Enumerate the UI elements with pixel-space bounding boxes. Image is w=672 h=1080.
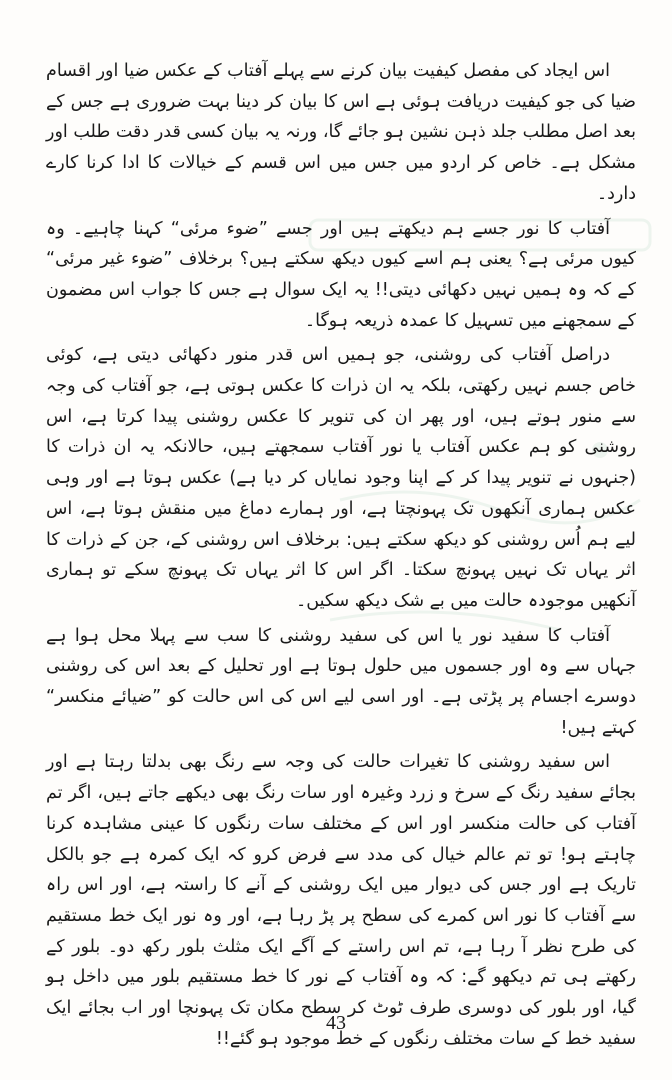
paragraph-2: آفتاب کا نور جسے ہم دیکھتے ہیں اور جسے ”ضوء مرئی“ کہنا چاہیے۔ وہ کیوں مرئی ہے؟ یعنی ہم اسے کیوں دیکھ سکتے ہیں؟ برخلاف ”ضوء غیر مرئی“ کے کہ وہ ہمیں نہیں دکھائی دیتی!! یہ ایک سوال ہے جس کا جواب اس مضمون کے سمجھنے میں تسہیل کا عمدہ ذریعہ ہوگا۔ — [46, 218, 636, 331]
body-text — [46, 56, 636, 1059]
page-number: 43 — [326, 1012, 346, 1034]
paragraph-3: دراصل آفتاب کی روشنی، جو ہمیں اس قدر منور دکھائی دیتی ہے، کوئی خاص جسم نہیں رکھتی، بلکہ یہ ان ذرات کا عکس ہوتی ہے، جو آفتاب کی وجہ سے منور ہوتے ہیں، اور پھر ان کی تنویر کا عکس روشنی پیدا کرتا ہے، اس روشنی کو ہم عکس آفتاب یا نور آفتاب سمجھتے ہیں، حالانکہ یہ ان ذرات کا (جنہوں نے تنویر پیدا کر کے اپنا وجود نمایاں کر دیا ہے) عکس ہوتا ہے اور وہی عکس ہماری آنکھوں تک پہونچتا ہے، اور ہمارے دماغ میں منقش ہوتا ہے، اس لیے ہم اُس روشنی کو دیکھ سکتے ہیں: برخلاف اس روشنی کے، جن کے ذرات کا اثر یہاں تک نہیں پہونچ سکتا۔ اگر اس کا اثر یہاں تک پہونچ سکے تو ہماری آنکھیں موجودہ حالت میں بے شک دیکھ سکیں۔ — [46, 345, 636, 611]
paragraph-1: اس ایجاد کی مفصل کیفیت بیان کرنے سے پہلے آفتاب کے عکس ضیا اور اقسام ضیا کی جو کیفیت دریافت ہوئی ہے اس کا بیان کر دینا بہت ضروری ہے جس کے بعد اصل مطلب جلد ذہن نشین ہو جائے گا، ورنہ یہ بیان کسی قدر دقت طلب اور مشکل ہے۔ خاص کر اردو میں جس میں اس قسم کے خیالات کا ادا کرنا کارے دارد۔ — [46, 61, 636, 204]
paragraph-5: اس سفید روشنی کا تغیرات حالت کی وجہ سے رنگ بھی بدلتا رہتا ہے اور بجائے سفید رنگ کے سرخ و زرد وغیرہ اور سات رنگ بھی دیکھے جاتے ہیں، اگر تم آفتاب کی حالت منکسر اور اس کے مختلف سات رنگوں کا عینی مشاہدہ کرنا چاہتے ہو! تو تم عالم خیال کی مدد سے فرض کرو کہ ایک کمرہ ہے جو بالکل تاریک ہے اور جس کی دیوار میں ایک روشنی کے آنے کا راستہ ہے، اور اس راہ سے آفتاب کا نور اس کمرے کی سطح پر پڑ رہا ہے، اور وہ نور ایک خط مستقیم کی طرح نظر آ رہا ہے، تم اس راستے کے آگے ایک مثلث بلور رکھ دو۔ بلور کے رکھتے ہی تم دیکھو گے: کہ وہ آفتاب کے نور کا خط مستقیم بلور میں داخل ہو گیا، اور بلور کی دوسری طرف ٹوٹ کر سطح مکان تک پہونچا اور اب بجائے ایک سفید خط کے سات مختلف رنگوں کے خط موجود ہو گئے!! — [46, 752, 636, 1049]
paragraph-4: آفتاب کا سفید نور یا اس کی سفید روشنی کا سب سے پہلا محل ہوا ہے جہاں سے وہ اور جسموں میں حلول ہوتا ہے اور تحلیل کے بعد اس کی روشنی دوسرے اجسام پر پڑتی ہے۔ اور اسی لیے اس کی اس حالت کو ”ضیائے منکسر“ کہتے ہیں! — [46, 625, 636, 738]
